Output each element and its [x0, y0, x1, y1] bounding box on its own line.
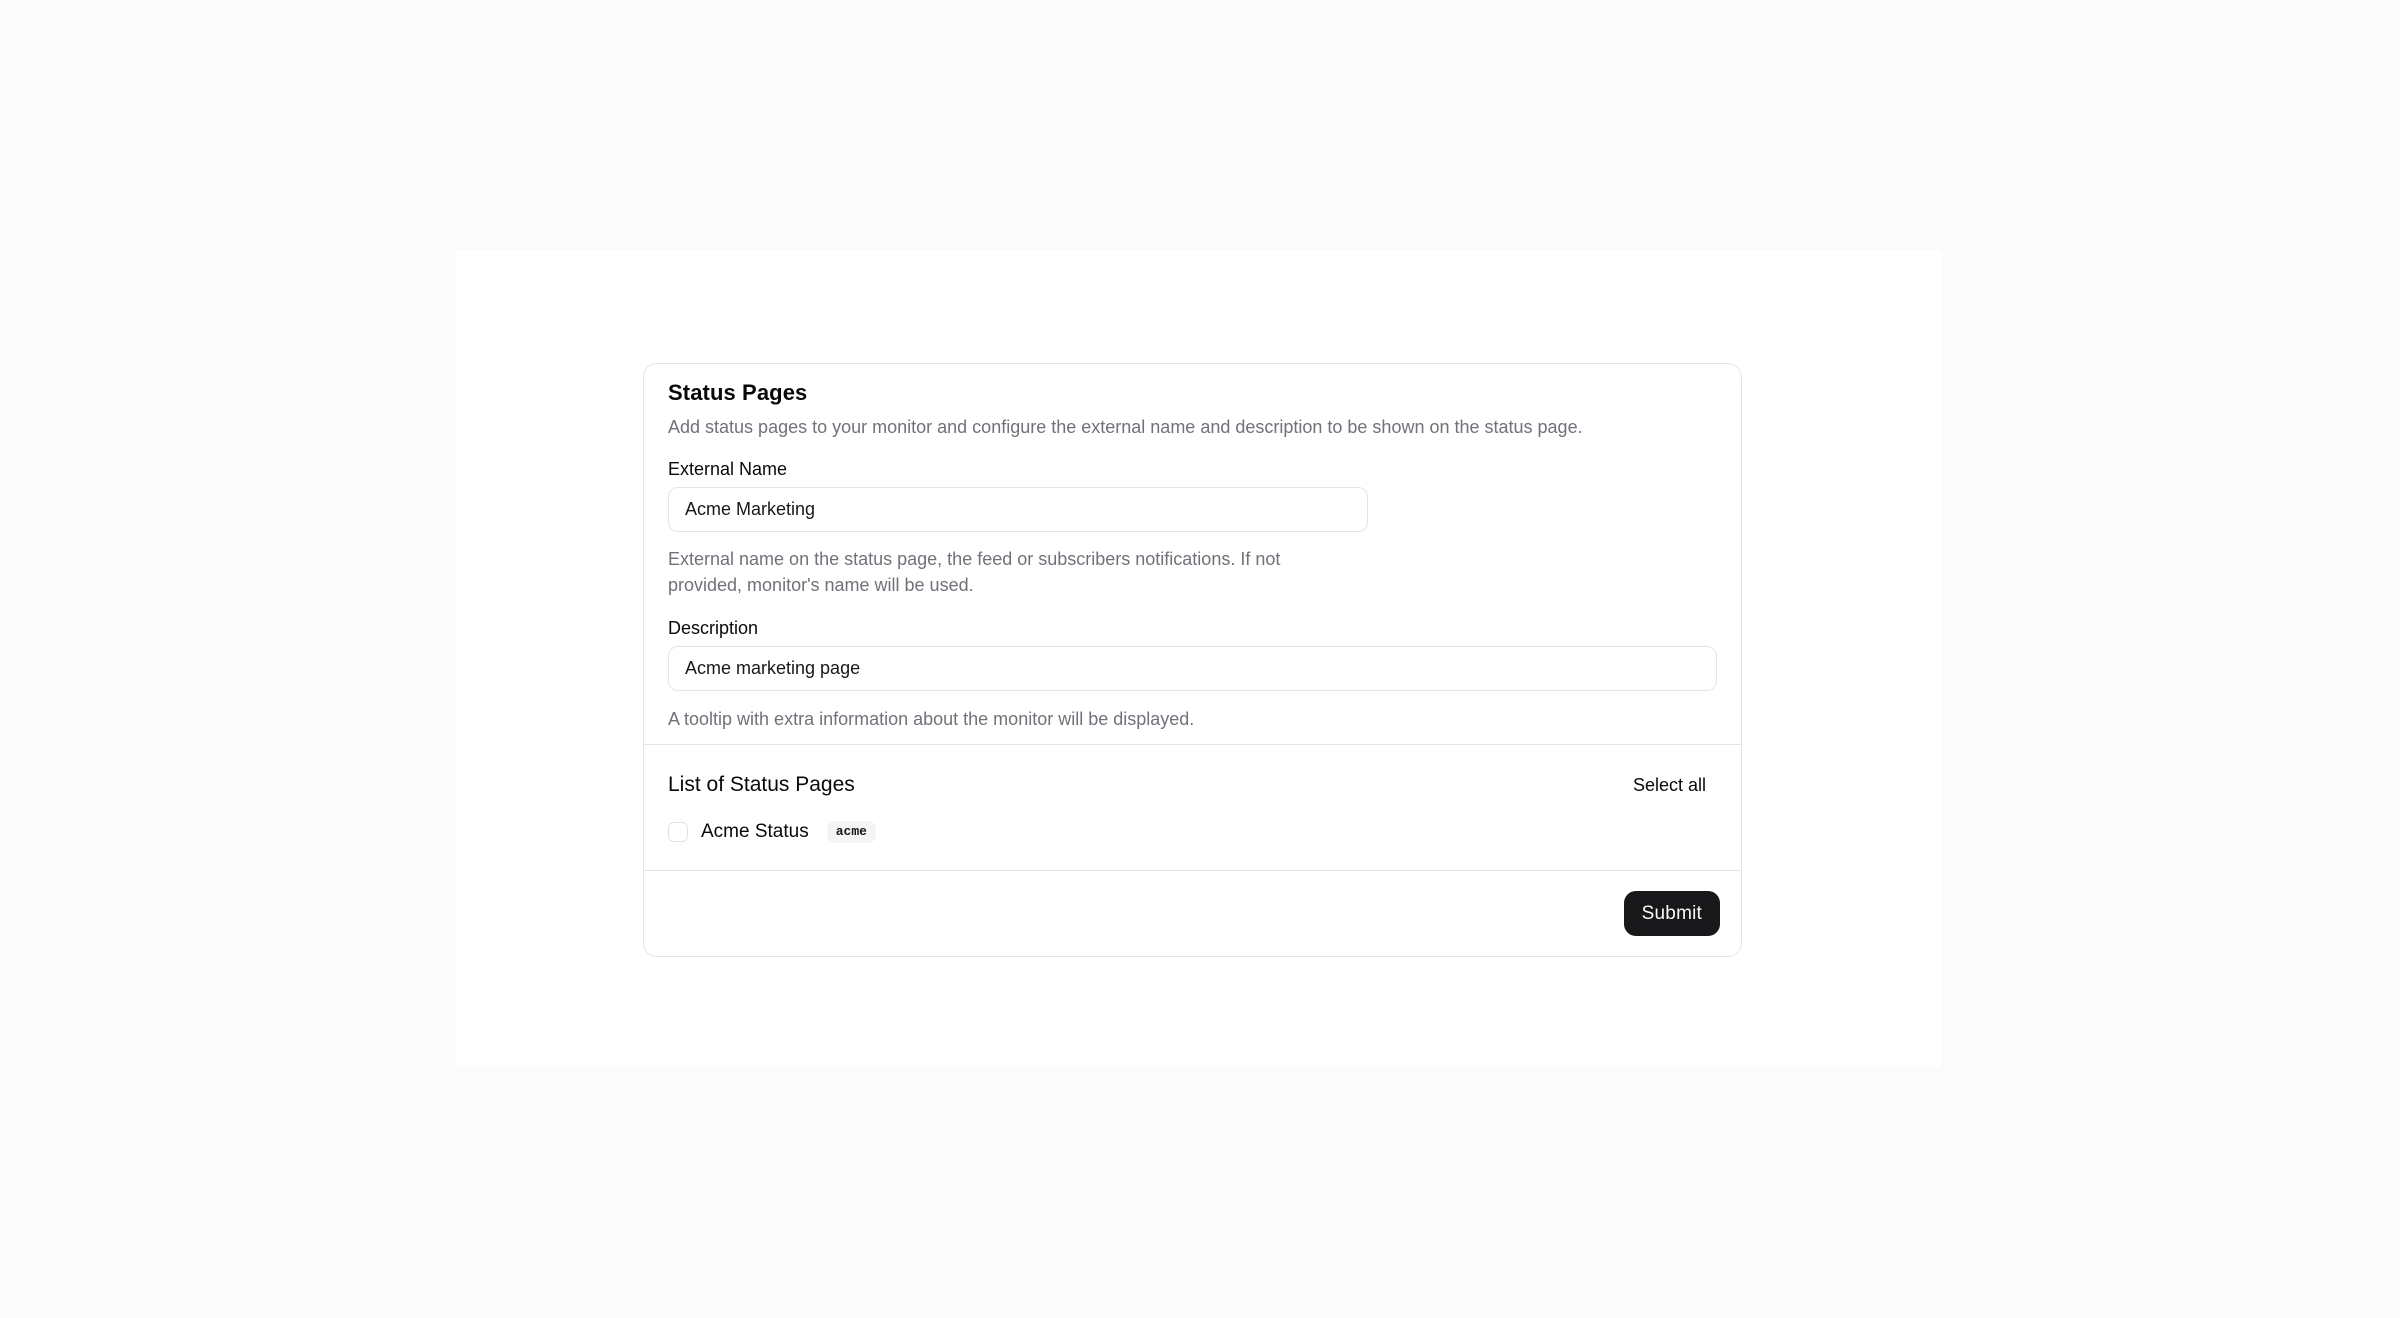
external-name-help: [668, 546, 1717, 598]
content-panel: [456, 250, 1941, 1067]
status-page-checkbox[interactable]: [668, 822, 688, 842]
status-page-slug-badge: acme: [827, 821, 876, 843]
status-pages-list-section: [644, 744, 1741, 870]
card-subtitle: Add status pages to your monitor and configure the external name and description to be shown on the status page.: [668, 417, 1583, 437]
description-label: Description: [668, 618, 759, 638]
select-all-button[interactable]: Select all: [1633, 771, 1706, 799]
external-name-help-line-2: provided, monitor's name will be used.: [668, 575, 974, 595]
list-header: [668, 771, 1717, 799]
external-name-input[interactable]: [668, 487, 1368, 532]
status-pages-card: [643, 363, 1742, 957]
external-name-help-line-1: External name on the status page, the feed or subscribers notifications. If not: [668, 549, 1281, 569]
list-title: List of Status Pages: [668, 773, 855, 796]
card-title: Status Pages: [668, 380, 808, 405]
external-name-label: External Name: [668, 459, 788, 479]
card-footer: [644, 870, 1741, 956]
card-main-section: [644, 364, 1741, 744]
submit-button[interactable]: Submit: [1624, 891, 1720, 936]
description-help: A tooltip with extra information about the monitor will be displayed.: [668, 709, 1195, 729]
list-item: [668, 821, 1717, 843]
description-input[interactable]: [668, 646, 1717, 691]
status-page-label: Acme Status: [701, 821, 809, 842]
